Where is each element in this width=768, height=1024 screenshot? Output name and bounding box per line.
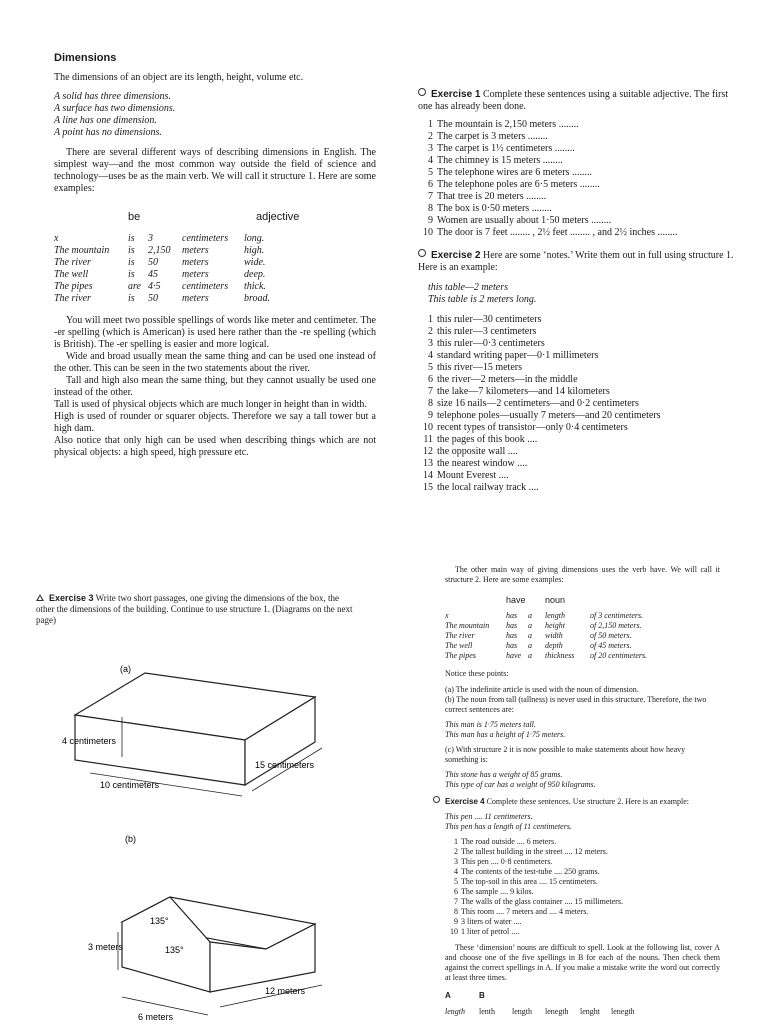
circle-bullet-icon	[418, 249, 426, 257]
spelling-option: lenegth	[545, 1007, 569, 1016]
table2-cell: of 50 meters.	[590, 631, 632, 640]
item-number: 1	[428, 314, 433, 325]
item-text: The mountain is 2,150 meters ........	[437, 119, 579, 130]
list-item	[416, 386, 736, 398]
table1-cell: The river	[54, 293, 91, 304]
item-text: The carpet is 1½ centimeters ........	[437, 143, 575, 154]
table1-cell: 3	[148, 233, 153, 244]
list-item	[416, 119, 736, 131]
paragraph-high-nonphysical: Also notice that only high can be used when describing things which are not physical objects: a high speed, high pressure etc.	[54, 435, 376, 458]
angle-label-2: 135°	[165, 945, 184, 955]
table2-row	[445, 651, 670, 661]
item-number: 3	[428, 338, 433, 349]
item-number: 7	[454, 897, 458, 906]
item-number: 3	[428, 143, 433, 154]
item-number: 4	[428, 350, 433, 361]
list-item	[416, 227, 736, 239]
list-item	[445, 897, 720, 907]
table2-header-noun: noun	[545, 595, 566, 605]
table2-cell: The mountain	[445, 621, 490, 630]
table1-cell: 50	[148, 257, 158, 268]
dimension-line: A solid has three dimensions.	[54, 91, 171, 102]
building-height-label: 3 meters	[88, 942, 124, 952]
list-item	[416, 446, 736, 458]
exercise-2-instructions: Here are some ‘notes.’ Write them out in full using structure 1. Here is an example:	[418, 250, 734, 273]
spelling-instructions: These ‘dimension’ nouns are difficult to spell. Look at the following list, cover A and choose one of the five spellings in B for each of the nouns. Then check them against the correct spellings in A. If you make a mistake write the word out correctly at least three times.	[445, 943, 720, 982]
table1-cell: is	[128, 257, 135, 268]
point-c-examples	[445, 770, 720, 790]
table1-cell: thick.	[244, 281, 266, 292]
table1-cell: are	[128, 281, 141, 292]
table1-row	[54, 245, 294, 257]
page-title: Dimensions	[54, 52, 117, 64]
diagram-b-label: (b)	[125, 834, 136, 844]
item-number: 10	[423, 227, 433, 238]
table1-header-be: be	[128, 211, 141, 223]
list-item	[416, 338, 736, 350]
spelling-option: lenth	[479, 1007, 495, 1016]
paragraph-high: High is used of rounder or squarer objects. Therefore we say a tall tower but a high dam.	[54, 411, 376, 434]
table1-cell: 45	[148, 269, 158, 280]
item-text: The chimney is 15 meters ........	[437, 155, 563, 166]
table1-cell: is	[128, 233, 135, 244]
item-number: 14	[423, 470, 433, 481]
box-diagram	[50, 655, 370, 805]
item-text: Mount Everest ....	[437, 470, 509, 481]
table2-cell: of 45 meters.	[590, 641, 632, 650]
item-number: 4	[454, 867, 458, 876]
table2-cell: The river	[445, 631, 475, 640]
spelling-option: lenegth	[611, 1007, 635, 1016]
list-item	[416, 203, 736, 215]
list-item	[445, 857, 720, 867]
table1-cell: broad.	[244, 293, 271, 304]
item-text: the pages of this book ....	[437, 434, 538, 445]
table1-cell: meters	[182, 269, 209, 280]
list-item	[416, 191, 736, 203]
item-text: the local railway track ....	[437, 482, 539, 493]
item-number: 5	[454, 877, 458, 886]
exercise-4-example	[445, 812, 720, 832]
exercise-1	[418, 88, 736, 239]
circle-bullet-icon	[418, 88, 426, 96]
table2-cell: a	[528, 611, 532, 620]
spelling-notes	[54, 315, 376, 459]
table2-cell: has	[506, 631, 518, 640]
list-item	[445, 847, 720, 857]
item-number: 2	[428, 131, 433, 142]
table2-cell: The well	[445, 641, 473, 650]
table2-cell: have	[506, 651, 522, 660]
list-item	[416, 179, 736, 191]
item-text: The carpet is 3 meters ........	[437, 131, 548, 142]
item-number: 1	[454, 837, 458, 846]
list-item	[445, 887, 720, 897]
item-number: 5	[428, 167, 433, 178]
table1-cell: centimeters	[182, 281, 229, 292]
table2-cell: of 3 centimeters.	[590, 611, 644, 620]
list-item	[416, 398, 736, 410]
list-item	[416, 167, 736, 179]
table1-cell: wide.	[244, 257, 266, 268]
table2-cell: has	[506, 621, 518, 630]
exercise-3	[36, 593, 354, 626]
table2-cell: a	[528, 631, 532, 640]
item-number: 6	[454, 887, 458, 896]
list-item	[416, 482, 736, 494]
table1-cell: 50	[148, 293, 158, 304]
item-text: Women are usually about 1·50 meters ........	[437, 215, 612, 226]
angle-label-1: 135°	[150, 916, 169, 926]
table1-cell: The mountain	[54, 245, 110, 256]
item-number: 7	[428, 386, 433, 397]
item-text: recent types of transistor—only 0·4 centimeters	[437, 422, 628, 433]
table1-row	[54, 281, 294, 293]
table1-cell: 2,150	[148, 245, 171, 256]
spelling-header-a: A	[445, 991, 451, 1000]
exercise-1-label: Exercise 1	[431, 89, 481, 100]
spelling-correct: length	[445, 1007, 465, 1016]
table2-cell: depth	[545, 641, 563, 650]
list-item	[416, 374, 736, 386]
exercise-4-list	[445, 837, 720, 937]
item-text: This pen .... 0·8 centimeters.	[461, 857, 553, 866]
dimension-line: A line has one dimension.	[54, 115, 157, 126]
item-text: standard writing paper—0·1 millimeters	[437, 350, 599, 361]
spelling-header-b: B	[479, 991, 485, 1000]
point-b: (b) The noun from tall (tallness) is never used in this structure. Therefore, the two correct sentences are:	[445, 695, 707, 714]
item-text: The sample .... 9 kilos.	[461, 887, 534, 896]
table2-cell: a	[528, 641, 532, 650]
table2-cell: The pipes	[445, 651, 476, 660]
building-length-label: 12 meters	[265, 986, 306, 996]
item-number: 6	[428, 179, 433, 190]
item-text: telephone poles—usually 7 meters—and 20 centimeters	[437, 410, 661, 421]
intro-text: The dimensions of an object are its length, height, volume etc.	[54, 72, 304, 83]
table1-cell: is	[128, 245, 135, 256]
table2-cell: thickness	[545, 651, 575, 660]
paragraph-spelling: You will meet two possible spellings of words like meter and centimeter. The -er spelling (which is American) is used here rather than the -re spelling (which is British). The -er spelling is easier and more logical.	[54, 315, 376, 350]
paragraph-tall-high: Tall and high also mean the same thing, but they cannot usually be used one instead of the other.	[54, 375, 376, 398]
table1-cell: The pipes	[54, 281, 93, 292]
structure1-table	[54, 233, 294, 305]
table2-row	[445, 621, 670, 631]
item-text: The road outside .... 6 meters.	[461, 837, 557, 846]
list-item	[445, 867, 720, 877]
spelling-option: length	[512, 1007, 532, 1016]
table1-header-adjective: adjective	[256, 211, 300, 223]
list-item	[416, 470, 736, 482]
exercise-4-label: Exercise 4	[445, 797, 485, 806]
item-text: The tallest building in the street .... 12 meters.	[461, 847, 608, 856]
item-text: this ruler—0·3 centimeters	[437, 338, 545, 349]
item-number: 10	[450, 927, 458, 936]
item-number: 6	[428, 374, 433, 385]
table2-cell: a	[528, 621, 532, 630]
exercise-3-label: Exercise 3	[49, 593, 94, 603]
diagram-a-label: (a)	[120, 664, 131, 674]
table2-cell: a	[528, 651, 532, 660]
table1-cell: centimeters	[182, 233, 229, 244]
table1-cell: x	[54, 233, 59, 244]
list-item	[445, 927, 720, 937]
example-line: This pen .... 11 centimeters.	[445, 812, 533, 821]
item-number: 11	[423, 434, 433, 445]
item-text: The telephone poles are 6·5 meters ........	[437, 179, 600, 190]
table2-cell: of 2,150 meters.	[590, 621, 642, 630]
list-item	[416, 326, 736, 338]
list-item	[416, 434, 736, 446]
point-a: (a) The indefinite article is used with the noun of dimension.	[445, 685, 639, 694]
table1-row	[54, 257, 294, 269]
paragraph-structure1: There are several different ways of describing dimensions in English. The simplest way—and the most common way outside the field of science and technology—uses be as the main verb. We will call it structure 1. Here are some examples:	[54, 147, 376, 194]
notice-points: Notice these points:	[445, 669, 509, 678]
item-number: 7	[428, 191, 433, 202]
table2-cell: has	[506, 611, 518, 620]
box-height-label: 4 centimeters	[62, 736, 117, 746]
paragraph-tall: Tall is used of physical objects which are much longer in height than in width.	[54, 399, 367, 410]
table2-cell: width	[545, 631, 563, 640]
item-text: The box is 0·50 meters ........	[437, 203, 552, 214]
item-text: size 16 nails—2 centimeters—and 0·2 centimeters	[437, 398, 639, 409]
exercise-4-instructions: Complete these sentences. Use structure 2. Here is an example:	[486, 797, 689, 806]
item-text: this ruler—30 centimeters	[437, 314, 542, 325]
table1-row	[54, 233, 294, 245]
structure-2-intro: The other main way of giving dimensions uses the verb have. We will call it structure 2. Here are some examples:	[445, 565, 720, 584]
item-number: 10	[423, 422, 433, 433]
item-number: 9	[428, 215, 433, 226]
item-text: The top-soil in this area .... 15 centimeters.	[461, 877, 598, 886]
list-item	[416, 314, 736, 326]
table2-cell: x	[445, 611, 449, 620]
table1-cell: long.	[244, 233, 265, 244]
point-c: (c) With structure 2 it is now possible to make statements about how heavy something is:	[445, 745, 686, 764]
dimension-line: A surface has two dimensions.	[54, 103, 176, 114]
item-number: 3	[454, 857, 458, 866]
list-item	[445, 877, 720, 887]
table2-row	[445, 611, 670, 621]
item-number: 8	[454, 907, 458, 916]
item-text: this river—15 meters	[437, 362, 522, 373]
item-number: 15	[423, 482, 433, 493]
item-text: 1 liter of petrol ....	[461, 927, 520, 936]
item-text: this ruler—3 centimeters	[437, 326, 537, 337]
list-item	[416, 215, 736, 227]
list-item	[445, 837, 720, 847]
building-width-label: 6 meters	[138, 1012, 174, 1022]
spelling-row	[445, 1007, 720, 1019]
list-item	[445, 907, 720, 917]
table1-cell: The river	[54, 257, 91, 268]
item-text: The walls of the glass container .... 15 millimeters.	[461, 897, 623, 906]
list-item	[416, 422, 736, 434]
list-item	[416, 131, 736, 143]
item-text: That tree is 20 meters ........	[437, 191, 547, 202]
item-text: The door is 7 feet ........ , 2½ feet ........ , and 2½ inches ........	[437, 227, 678, 238]
table2-cell: height	[545, 621, 565, 630]
list-item	[416, 143, 736, 155]
example-answer: This table is 2 meters long.	[428, 294, 537, 305]
table2-row	[445, 631, 670, 641]
table1-cell: meters	[182, 293, 209, 304]
table1-row	[54, 269, 294, 281]
list-item	[416, 362, 736, 374]
item-number: 8	[428, 398, 433, 409]
structure2-table	[445, 611, 670, 661]
example-line: This type of car has a weight of 950 kilograms.	[445, 780, 596, 789]
exercise-1-list	[416, 119, 736, 239]
item-number: 2	[454, 847, 458, 856]
box-width-label: 10 centimeters	[100, 780, 160, 790]
table2-cell: of 20 centimeters.	[590, 651, 648, 660]
spelling-option: lenght	[580, 1007, 600, 1016]
exercise-2	[418, 249, 736, 494]
item-number: 1	[428, 119, 433, 130]
triangle-bullet-icon	[36, 594, 44, 601]
exercise-1-instructions: Complete these sentences using a suitable adjective. The first one has already been done.	[418, 89, 729, 112]
item-number: 5	[428, 362, 433, 373]
dimension-line: A point has no dimensions.	[54, 127, 162, 138]
building-diagram	[60, 822, 380, 1022]
table1-cell: meters	[182, 257, 209, 268]
table1-cell: high.	[244, 245, 265, 256]
example-line: This stone has a weight of 85 grams.	[445, 770, 563, 779]
example-line: This man is 1·75 meters tall.	[445, 720, 536, 729]
table1-row	[54, 293, 294, 305]
example-line: This pen has a length of 11 centimeters.	[445, 822, 572, 831]
exercise-2-label: Exercise 2	[431, 250, 481, 261]
item-text: the river—2 meters—in the middle	[437, 374, 578, 385]
table1-cell: The well	[54, 269, 89, 280]
table1-cell: 4·5	[148, 281, 161, 292]
dimension-lines	[54, 91, 354, 139]
item-text: This room .... 7 meters and .... 4 meters.	[461, 907, 589, 916]
table2-cell: has	[506, 641, 518, 650]
exercise-2-example	[428, 282, 736, 306]
item-text: the nearest window ....	[437, 458, 528, 469]
table2-row	[445, 641, 670, 651]
example-line: This man has a height of 1·75 meters.	[445, 730, 566, 739]
table2-cell: length	[545, 611, 565, 620]
paragraph-wide-broad: Wide and broad usually mean the same thing and can be used one instead of the other. This can be seen in the two statements about the river.	[54, 351, 376, 374]
item-text: the opposite wall ....	[437, 446, 518, 457]
item-text: The telephone wires are 6 meters ........	[437, 167, 592, 178]
table1-cell: is	[128, 293, 135, 304]
structure-2-section	[445, 565, 720, 1019]
list-item	[416, 155, 736, 167]
exercise-2-list	[416, 314, 736, 494]
list-item	[416, 350, 736, 362]
exercise-3-instructions: Write two short passages, one giving the dimensions of the box, the other the dimensions of the building. Continue to use structure 1. (Diagrams on the next page)	[36, 593, 353, 625]
list-item	[445, 917, 720, 927]
item-number: 9	[428, 410, 433, 421]
item-text: The contents of the test-tube .... 250 grams.	[461, 867, 600, 876]
item-number: 4	[428, 155, 433, 166]
table1-cell: meters	[182, 245, 209, 256]
list-item	[416, 458, 736, 470]
circle-bullet-icon	[433, 796, 440, 803]
table1-cell: is	[128, 269, 135, 280]
item-text: 3 liters of water ....	[461, 917, 522, 926]
item-number: 9	[454, 917, 458, 926]
item-number: 2	[428, 326, 433, 337]
item-number: 13	[423, 458, 433, 469]
point-b-examples	[445, 720, 720, 740]
box-length-label: 15 centimeters	[255, 760, 315, 770]
table2-header-have: have	[506, 595, 526, 605]
item-text: the lake—7 kilometers—and 14 kilometers	[437, 386, 610, 397]
item-number: 8	[428, 203, 433, 214]
item-number: 12	[423, 446, 433, 457]
table1-cell: deep.	[244, 269, 266, 280]
example-note: this table—2 meters	[428, 282, 508, 293]
list-item	[416, 410, 736, 422]
